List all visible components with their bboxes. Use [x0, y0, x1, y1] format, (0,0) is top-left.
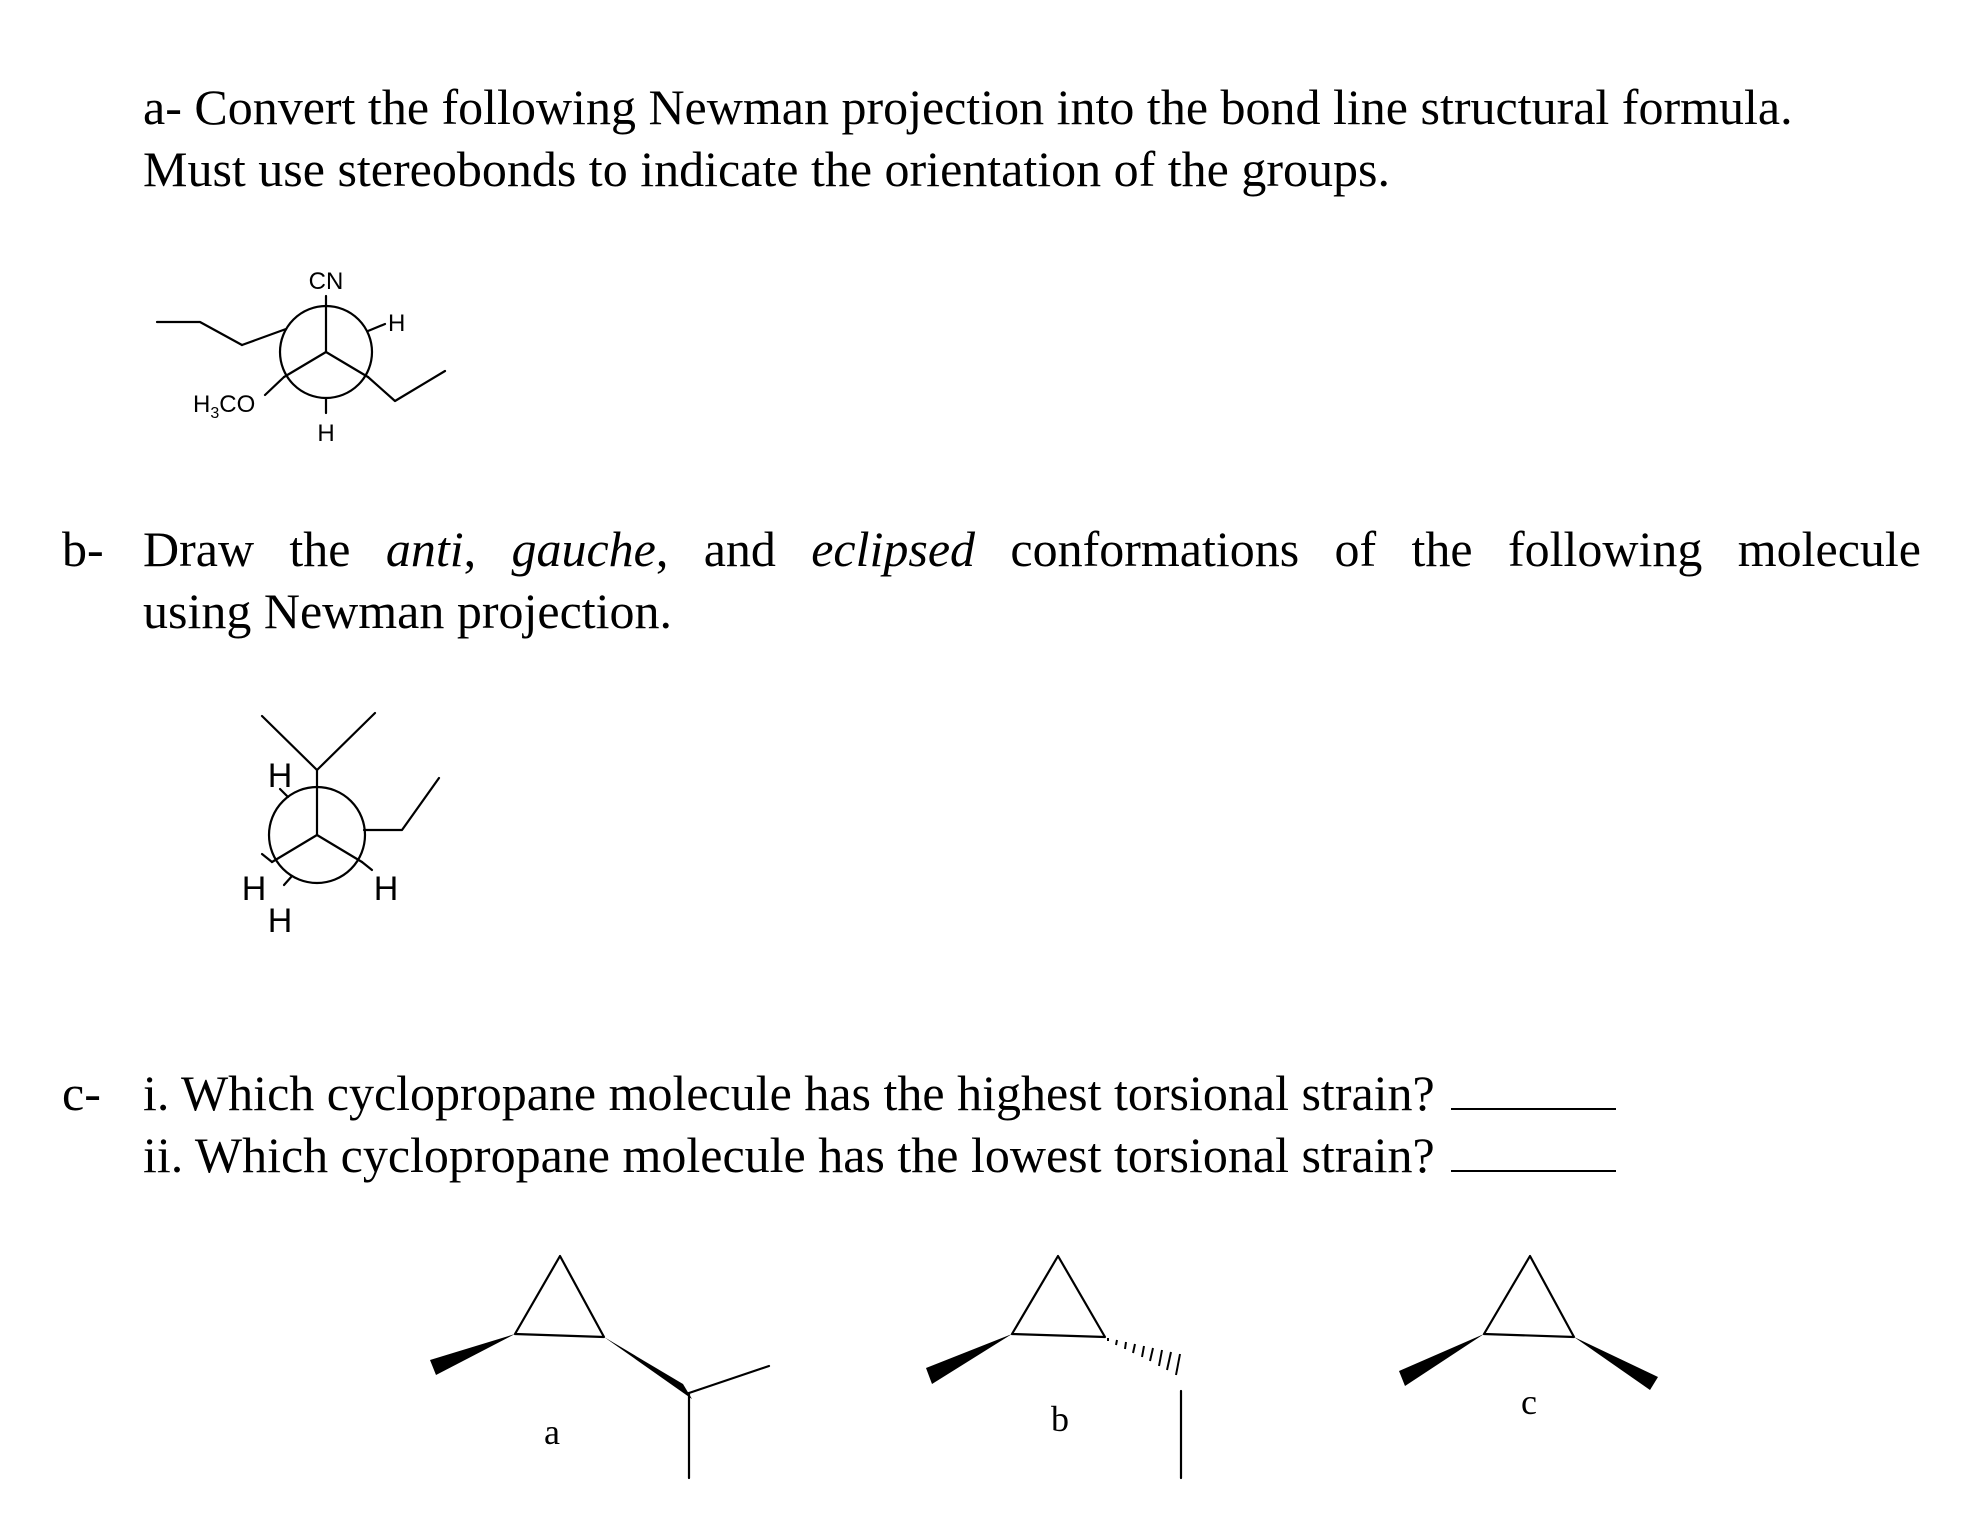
- newman-a-label-h-upper-right: H: [388, 310, 406, 337]
- newman-a-methoxy-h: H: [193, 391, 211, 418]
- question-b-sep-2: , and: [655, 521, 812, 577]
- newman-a-methoxy-subscript: 3: [210, 405, 220, 422]
- gauche-term: gauche: [511, 521, 656, 577]
- question-c-text-2: ii. Which cyclopropane molecule has the lowest torsional strain?: [143, 1127, 1435, 1183]
- cyclopropane-b-hashed-bond: [1108, 1338, 1180, 1375]
- cyclopropane-b-ring: [1012, 1256, 1105, 1337]
- newman-a-propyl-chain: [157, 322, 242, 345]
- cyclopropane-b-wedge-left: [926, 1334, 1012, 1384]
- cyclopropane-b: [1012, 1256, 1181, 1478]
- cyclopropane-c-wedge-left: [1399, 1334, 1484, 1386]
- newman-a-label-h-bottom: H: [317, 420, 335, 447]
- newman-b-front-bond-right: [317, 835, 362, 862]
- newman-a-front-bond-right: [326, 352, 368, 377]
- molecule-label-c: c: [1521, 1382, 1537, 1422]
- cyclopropane-c-wedge-right: [1574, 1337, 1658, 1390]
- molecule-label-b: b: [1051, 1399, 1069, 1439]
- newman-a-methoxy-bond: [265, 377, 284, 395]
- newman-a-front-bond-left: [284, 352, 326, 377]
- newman-b-front-h-bond-right: [362, 862, 372, 870]
- question-b-line-2: using Newman projection.: [143, 583, 673, 639]
- question-b-text-pre: Draw the: [143, 521, 386, 577]
- newman-projection-b: [262, 713, 439, 885]
- newman-b-front-h-bond-left: [262, 854, 272, 862]
- newman-b-back-bond-bottom: [284, 876, 292, 885]
- newman-a-methoxy-co: CO: [219, 391, 256, 418]
- question-b-text-post: conformations of the following molecule: [975, 521, 1921, 577]
- cyclopropane-a-isopropyl-branch: [689, 1366, 769, 1393]
- newman-a-back-bond-upper-left: [242, 329, 286, 345]
- molecule-label-a: a: [544, 1412, 560, 1452]
- newman-b-label-h-bottom: H: [267, 902, 293, 940]
- cyclopropane-a-wedge-right: [604, 1337, 692, 1399]
- newman-a-back-bond-upper-right: [368, 324, 385, 331]
- newman-a-ethyl-chain: [368, 371, 445, 401]
- eclipsed-term: eclipsed: [811, 521, 976, 577]
- newman-b-front-bond-left: [272, 835, 317, 862]
- newman-b-label-h-lower-right: H: [373, 870, 399, 908]
- cyclopropane-c-ring: [1484, 1256, 1574, 1337]
- cyclopropane-c: [1484, 1256, 1574, 1337]
- cyclopropane-a-ring: [515, 1256, 604, 1337]
- question-b-marker: b-: [62, 521, 104, 577]
- anti-term: anti: [385, 521, 464, 577]
- newman-b-back-ethyl: [364, 778, 439, 830]
- question-a-line-1: a- Convert the following Newman projection into the bond line structural formula.: [143, 79, 1793, 135]
- newman-b-label-h-upper-left: H: [267, 757, 293, 795]
- newman-a-label-cn: CN: [308, 268, 344, 295]
- question-b-sep-1: ,: [463, 521, 512, 577]
- question-c-marker: c-: [62, 1065, 101, 1121]
- newman-a-label-methoxy: [193, 391, 255, 422]
- question-c-text-1: i. Which cyclopropane molecule has the highest torsional strain?: [143, 1065, 1435, 1121]
- question-a-line-2: Must use stereobonds to indicate the orientation of the groups.: [143, 141, 1390, 197]
- newman-b-label-h-lower-left: H: [241, 870, 267, 908]
- cyclopropane-a-wedge-left: [430, 1334, 515, 1375]
